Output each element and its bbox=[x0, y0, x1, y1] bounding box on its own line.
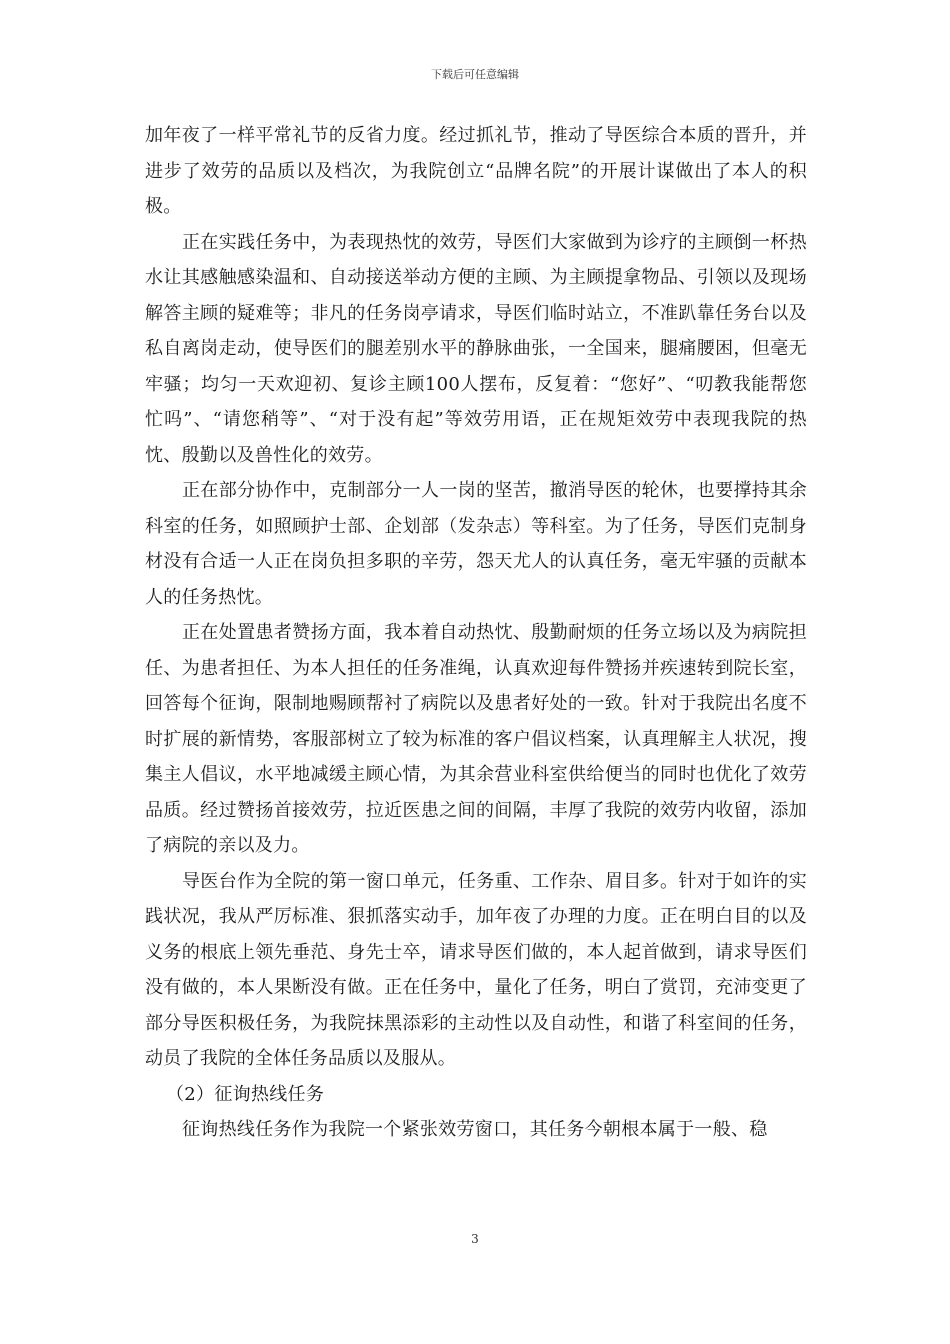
paragraph-2: 正在实践任务中，为表现热忱的效劳，导医们大家做到为诊疗的主顾倒一杯热水让其感触感染温和、自动接送举动方便的主顾、为主顾提拿物品、引领以及现场解答主顾的疑难等；非凡的任务岗亭请求，导医们临时站立，不准趴靠任务台以及私自离岗走动，使导医们的腿差别水平的静脉曲张，一全国来，腿痛腰困，但毫无牢骚；均匀一天欢迎初、复诊主顾100人摆布，反复着：“您好”、“叨教我能帮您忙吗”、“请您稍等”、“对于没有起”等效劳用语，正在规矩效劳中表现我院的热忱、殷勤以及兽性化的效劳。 bbox=[145, 231, 807, 466]
paragraph-6: 征询热线任务作为我院一个紧张效劳窗口，其任务今朝根本属于一般、稳 bbox=[182, 1119, 768, 1140]
page-header-note: 下载后可任意编辑 bbox=[431, 68, 519, 81]
page-number: 3 bbox=[471, 1232, 479, 1246]
paragraph-4: 正在处置患者赞扬方面，我本着自动热忱、殷勤耐烦的任务立场以及为病院担任、为患者担任、为本人担任的任务准绳，认真欢迎每件赞扬并疾速转到院长室，回答每个征询，限制地赐顾帮衬了病院以及患者好处的一致。针对于我院出名度不时扩展的新情势，客服部树立了较为标准的客户倡议档案，认真理解主人状况，搜集主人倡议，水平地减缓主顾心情，为其余营业科室供给便当的同时也优化了效劳品质。经过赞扬首接效劳，拉近医患之间的间隔，丰厚了我院的效劳内收留，添加了病院的亲以及力。 bbox=[145, 622, 807, 856]
paragraph-5: 导医台作为全院的第一窗口单元，任务重、工作杂、眉目多。针对于如许的实践状况，我从严厉标准、狠抓落实动手，加年夜了办理的力度。正在明白目的以及义务的根底上领先垂范、身先士卒，请求导医们做的，本人起首做到，请求导医们没有做的，本人果断没有做。正在任务中，量化了任务，明白了赏罚，充沛变更了部分导医积极任务，为我院抹黑添彩的主动性以及自动性，和谐了科室间的任务，动员了我院的全体任务品质以及服从。 bbox=[145, 870, 807, 1069]
paragraph-3: 正在部分协作中，克制部分一人一岗的坚苦，撤消导医的轮休，也要撑持其余科室的任务，如照顾护士部、企划部（发杂志）等科室。为了任务，导医们克制身材没有合适一人正在岗负担多职的辛劳，怨天尤人的认真任务，毫无牢骚的贡献本人的任务热忱。 bbox=[145, 480, 807, 608]
document-body bbox=[145, 118, 807, 1148]
section-heading: （2）征询热线任务 bbox=[166, 1083, 325, 1105]
paragraph-1: 加年夜了一样平常礼节的反省力度。经过抓礼节，推动了导医综合本质的晋升，并进步了效劳的品质以及档次，为我院创立“品牌名院”的开展计谋做出了本人的积极。 bbox=[145, 125, 807, 217]
